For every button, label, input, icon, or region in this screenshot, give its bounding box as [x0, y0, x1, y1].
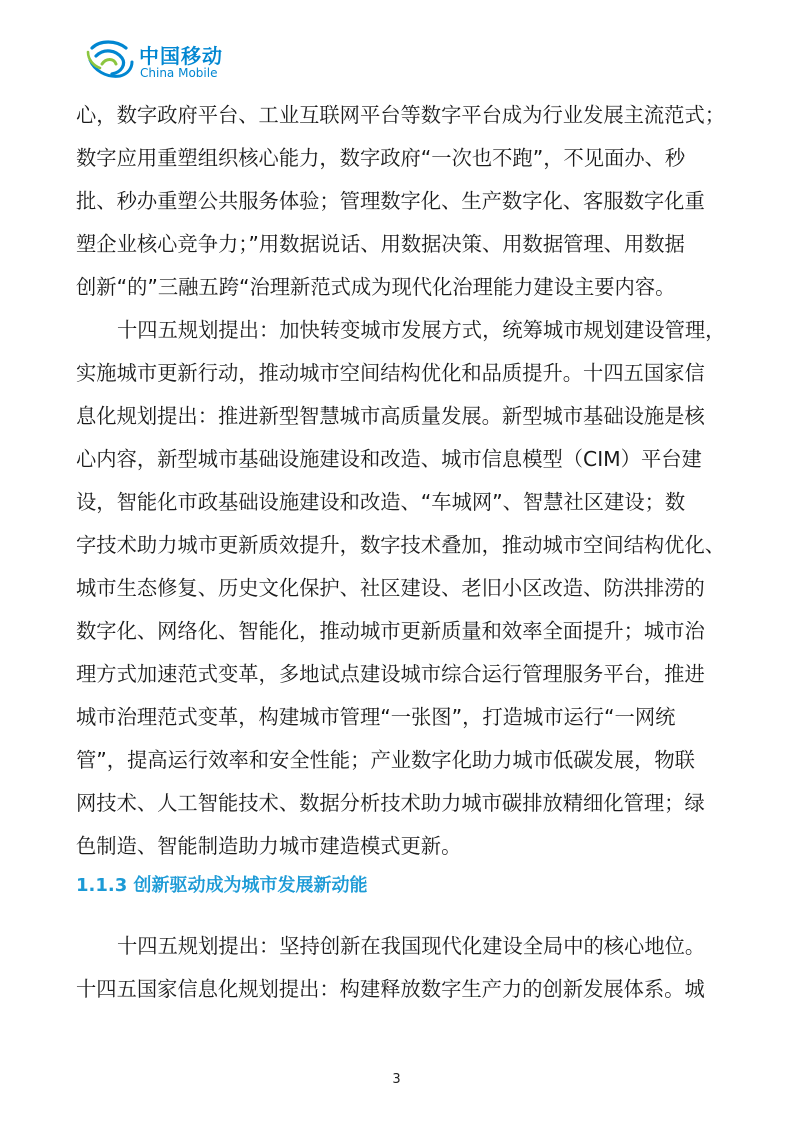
china-mobile-logo-icon [86, 36, 136, 82]
text-line: 批、秒办重塑公共服务体验；管理数字化、生产数字化、客服数字化重 [76, 189, 705, 213]
text-line: 创新“的”三融五跨“治理新范式成为现代化治理能力建设主要内容。 [76, 275, 676, 299]
text-line: 网技术、人工智能技术、数据分析技术助力城市碳排放精细化管理；绿 [76, 791, 705, 815]
section-heading: 1.1.3 创新驱动成为城市发展新动能 [76, 875, 368, 896]
text-line: 设，智能化市政基础设施建设和改造、“车城网”、智慧社区建设；数 [76, 490, 686, 514]
text-line: 城市治理范式变革，构建城市管理“一张图”，打造城市运行“一网统 [76, 705, 676, 729]
text-line: 城市生态修复、历史文化保护、社区建设、老旧小区改造、防洪排涝的 [76, 576, 705, 600]
text-line: 十四五规划提出：坚持创新在我国现代化建设全局中的核心地位。 [117, 934, 706, 958]
text-line: 心内容，新型城市基础设施建设和改造、城市信息模型（CIM）平台建 [76, 447, 702, 471]
text-line: 心，数字政府平台、工业互联网平台等数字平台成为行业发展主流范式； [76, 103, 726, 127]
text-line: 十四五规划提出：加快转变城市发展方式，统筹城市规划建设管理， [117, 318, 726, 342]
logo-english-text: China Mobile [140, 66, 218, 80]
paragraph-innovation [76, 925, 726, 1011]
text-line: 塑企业核心竞争力；”用数据说话、用数据决策、用数据管理、用数据 [76, 232, 685, 256]
paragraph-digital-government [76, 94, 726, 309]
text-line: 理方式加速范式变革，多地试点建设城市综合运行管理服务平台，推进 [76, 662, 705, 686]
text-line: 十四五国家信息化规划提出：构建释放数字生产力的创新发展体系。城 [76, 977, 705, 1001]
text-line: 息化规划提出：推进新型智慧城市高质量发展。新型城市基础设施是核 [76, 404, 705, 428]
text-line: 字技术助力城市更新质效提升，数字技术叠加，推动城市空间结构优化、 [76, 533, 726, 557]
text-line: 实施城市更新行动，推动城市空间结构优化和品质提升。十四五国家信 [76, 361, 705, 385]
page-number: 3 [392, 1072, 401, 1087]
paragraph-urban-development [76, 309, 726, 868]
header-logo [86, 34, 286, 84]
text-line: 数字化、网络化、智能化，推动城市更新质量和效率全面提升；城市治 [76, 619, 705, 643]
text-line: 管”，提高运行效率和安全性能；产业数字化助力城市低碳发展，物联 [76, 748, 695, 772]
text-line: 色制造、智能制造助力城市建造模式更新。 [76, 834, 462, 858]
text-line: 数字应用重塑组织核心能力，数字政府“一次也不跑”，不见面办、秒 [76, 146, 686, 170]
logo-chinese-text: 中国移动 [139, 44, 223, 68]
